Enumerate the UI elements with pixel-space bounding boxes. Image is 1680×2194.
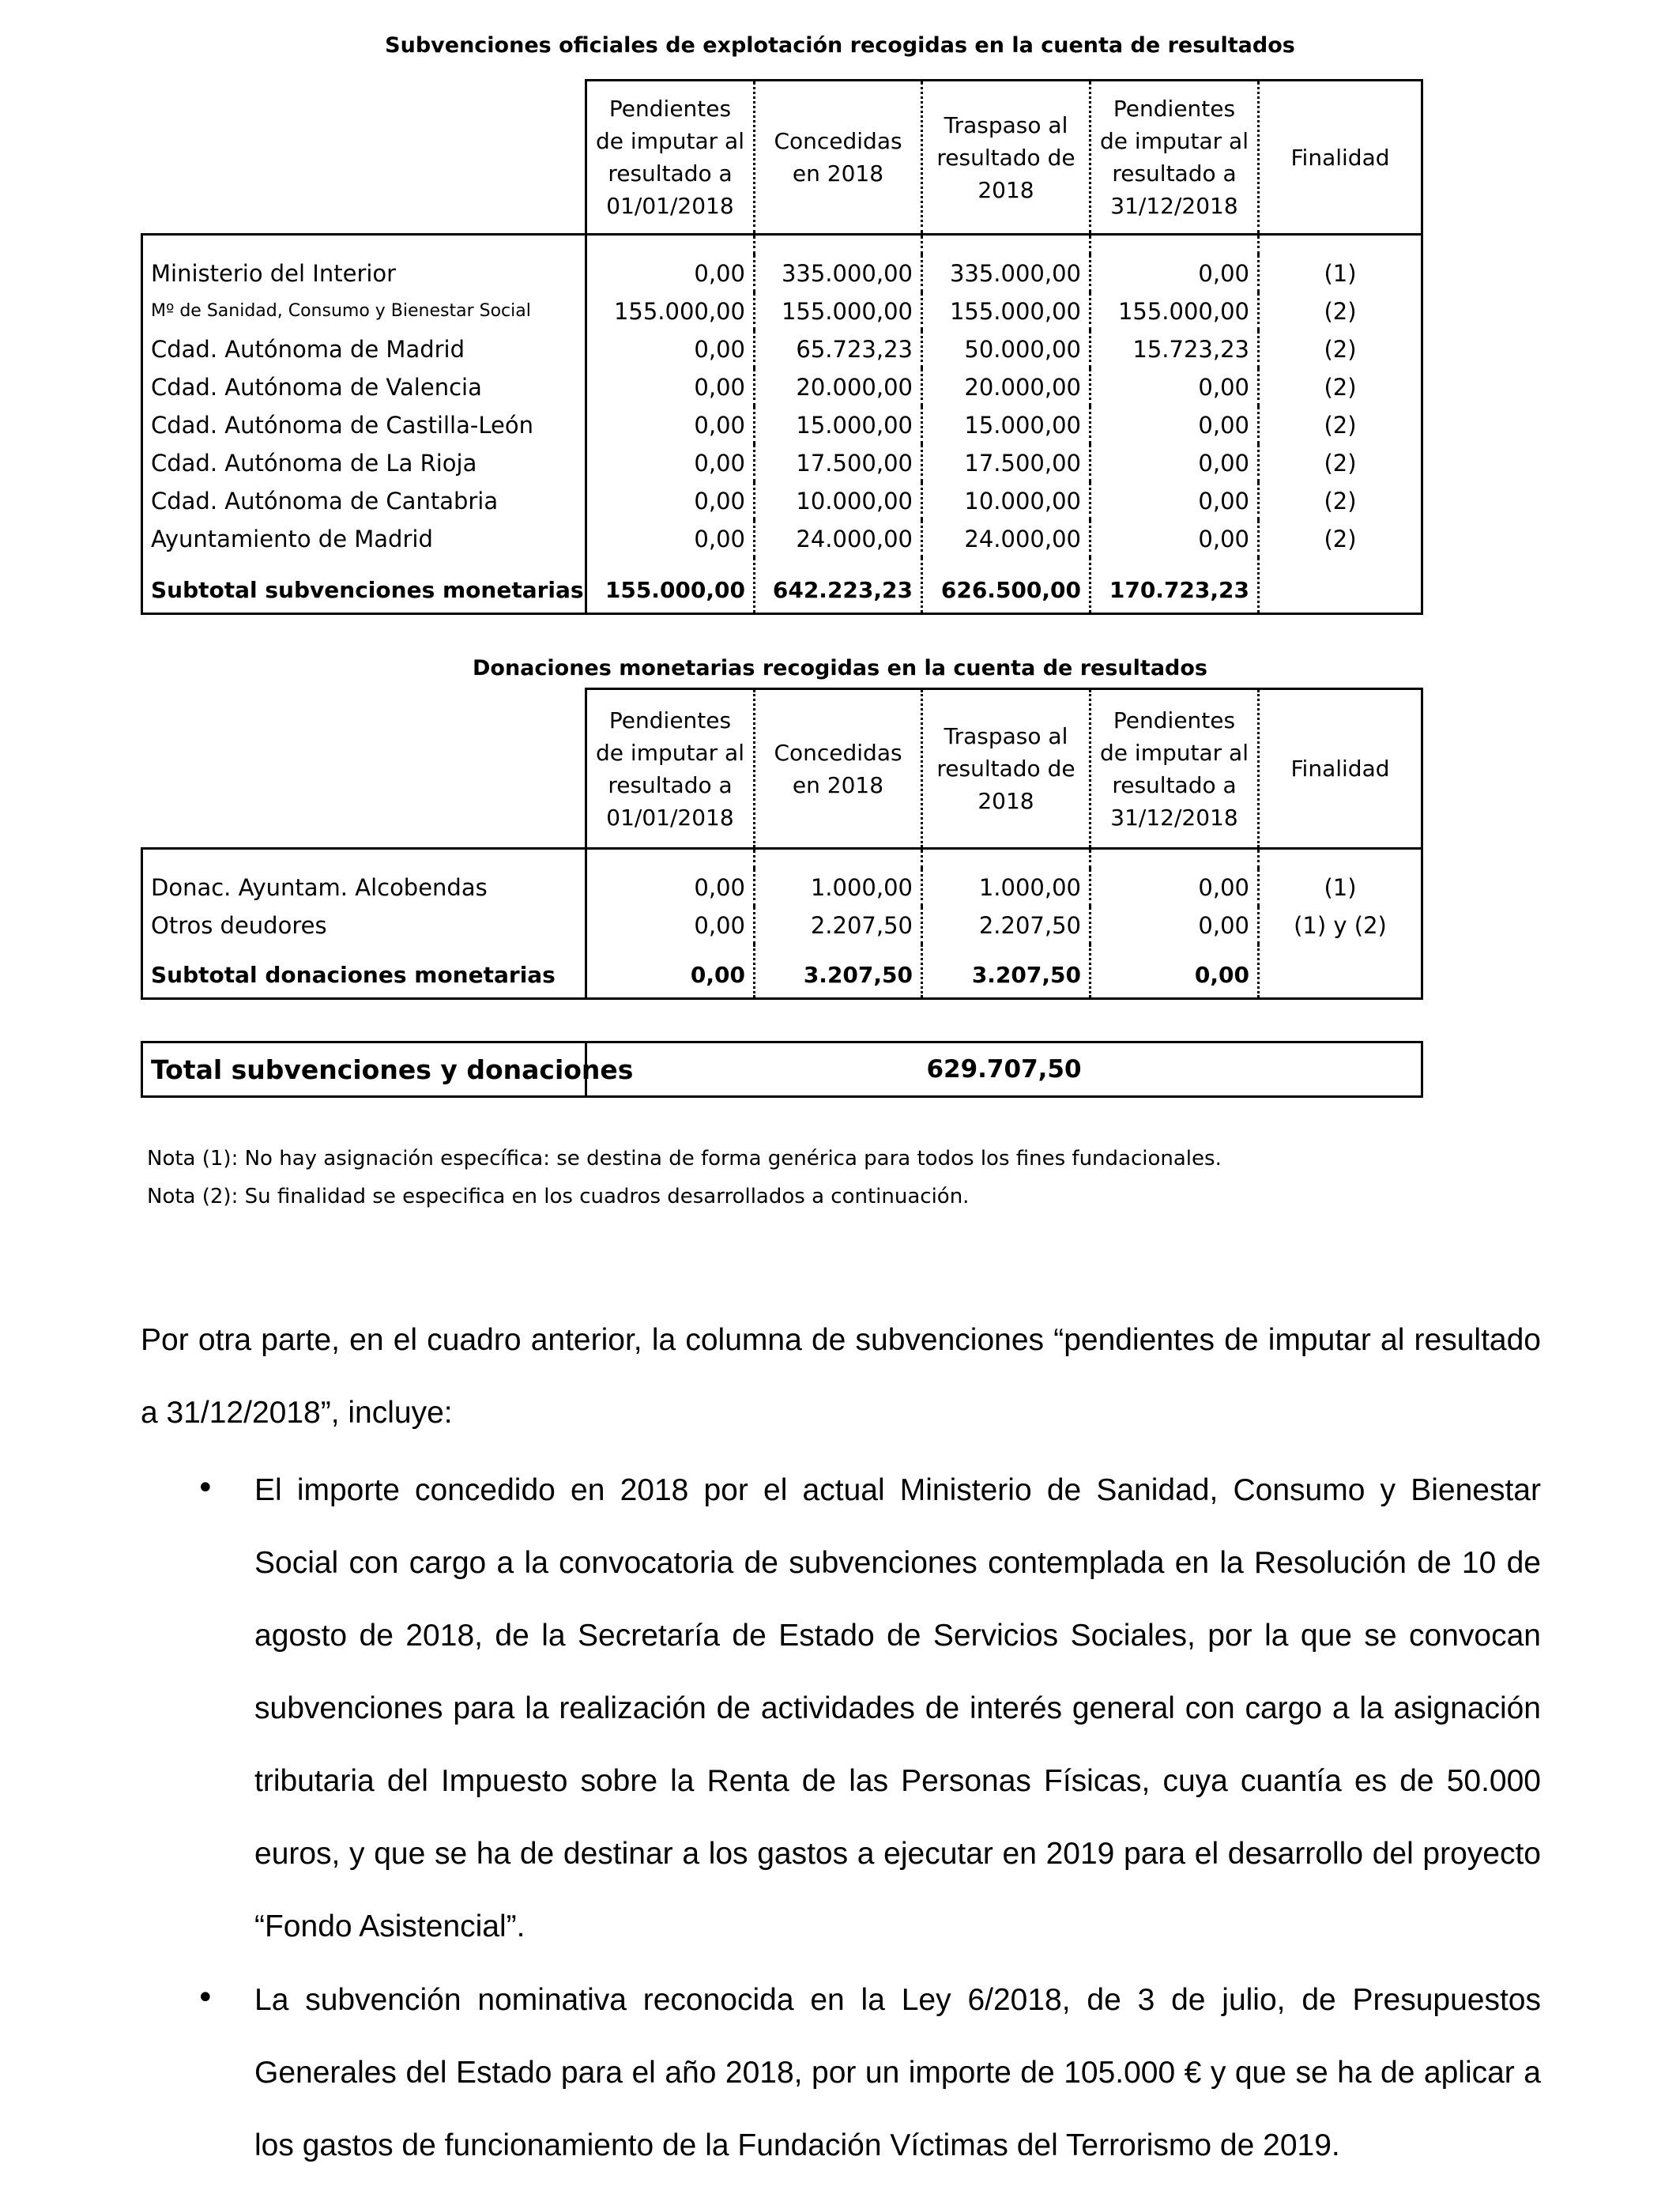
table-row: [142, 444, 1422, 482]
table-row: [142, 368, 1422, 406]
table-row: [142, 330, 1422, 368]
row-purpose: (1): [1259, 254, 1422, 292]
row-purpose: (1) y (2): [1259, 907, 1422, 944]
table-row: [142, 406, 1422, 444]
row-amount: 0,00: [586, 907, 755, 944]
table2-header-purpose: [1259, 689, 1422, 849]
subtotal-amount: 626.500,00: [922, 558, 1090, 614]
row-purpose: (1): [1259, 869, 1422, 907]
row-purpose: (2): [1259, 482, 1422, 520]
subtotal-amount: [1259, 558, 1422, 614]
subsidies-table: [141, 79, 1423, 615]
hdr-line: 2018: [977, 176, 1034, 203]
row-purpose: (2): [1259, 444, 1422, 482]
hdr-line: 2018: [977, 788, 1034, 814]
table1-header-transfer: [922, 81, 1090, 235]
row-amount: 0,00: [1090, 406, 1259, 444]
row-amount: 1.000,00: [922, 869, 1090, 907]
table-row: [142, 520, 1422, 558]
row-amount: 65.723,23: [755, 330, 922, 368]
hdr-line: resultado de: [936, 144, 1075, 171]
row-amount: 20.000,00: [922, 368, 1090, 406]
table2-body: [142, 849, 1422, 999]
row-amount: 155.000,00: [586, 292, 755, 330]
table1-header-blank: [142, 81, 586, 235]
hdr-line: de imputar al: [1100, 739, 1249, 766]
subtotal-amount: 642.223,23: [755, 558, 922, 614]
row-purpose: (2): [1259, 406, 1422, 444]
row-amount: 0,00: [586, 368, 755, 406]
hdr-line: Pendientes: [608, 707, 732, 733]
spacer-cell: [755, 849, 922, 869]
row-amount: 0,00: [1090, 254, 1259, 292]
row-purpose: (2): [1259, 330, 1422, 368]
row-amount: 0,00: [586, 254, 755, 292]
row-amount: 0,00: [1090, 869, 1259, 907]
table1-header-pending-end: [1090, 81, 1259, 235]
hdr-line: Concedidas: [774, 128, 902, 154]
row-amount: 24.000,00: [922, 520, 1090, 558]
row-label: Cdad. Autónoma de La Rioja: [142, 444, 586, 482]
hdr-line: Pendientes: [608, 96, 732, 122]
table2-title: Donaciones monetarias recogidas en la cuenta de resultados: [473, 656, 1207, 680]
table-row: [142, 869, 1422, 907]
note-1: Nota (1): No hay asignación específica: se destina de forma genérica para todos los fines fundacionales.: [147, 1147, 1222, 1171]
table-row: [142, 254, 1422, 292]
spacer-cell: [586, 849, 755, 869]
spacer-cell: [586, 235, 755, 254]
row-amount: 0,00: [586, 482, 755, 520]
donations-table: [141, 688, 1423, 1000]
intro-paragraph: Por otra parte, en el cuadro anterior, la columna de subvenciones “pendientes de imputar al resultado a 31/12/2018”, incluye:: [141, 1323, 1541, 1430]
row-amount: 15.000,00: [755, 406, 922, 444]
bullet-paragraph-1: El importe concedido en 2018 por el actual Ministerio de Sanidad, Consumo y Bienestar Social con cargo a la convocatoria de subvenciones contemplada en la Resolución de 10 de agosto de 2018, de la Secretaría de Estado de Servicios Sociales, por la que se convocan subvenciones para la realización de actividades de interés general con cargo a la asignación tributaria del Impuesto sobre la Renta de las Personas Físicas, cuya cuantía es de 50.000 euros, y que se ha de destinar a los gastos a ejecutar en 2019 para el desarrollo del proyecto “Fondo Asistencial”.: [254, 1473, 1541, 1943]
hdr-line: resultado a: [1112, 160, 1237, 187]
hdr-line: 01/01/2018: [606, 193, 734, 219]
row-amount: 10.000,00: [755, 482, 922, 520]
table1-header-purpose: [1259, 81, 1422, 235]
subtotal-amount: 3.207,50: [922, 944, 1090, 999]
note-2: Nota (2): Su finalidad se especifica en los cuadros desarrollados a continuación.: [147, 1185, 970, 1208]
row-amount: 2.207,50: [755, 907, 922, 944]
bullet-paragraph-2: La subvención nominativa reconocida en la Ley 6/2018, de 3 de julio, de Presupuestos Generales del Estado para el año 2018, por un importe de 105.000 € y que se ha de aplicar a los gastos de funcionamiento de la Fundación Víctimas del Terrorismo de 2019.: [254, 1983, 1541, 2162]
table1-header-row: [142, 81, 1422, 235]
subtotal-amount: 0,00: [1090, 944, 1259, 999]
row-amount: 20.000,00: [755, 368, 922, 406]
row-amount: 0,00: [1090, 444, 1259, 482]
row-amount: 155.000,00: [1090, 292, 1259, 330]
subtotal-label: Subtotal donaciones monetarias: [142, 944, 586, 999]
hdr-line: resultado a: [1112, 771, 1237, 798]
row-amount: 50.000,00: [922, 330, 1090, 368]
table1-body: [142, 235, 1422, 614]
hdr-line: Finalidad: [1290, 756, 1390, 782]
spacer-cell: [922, 235, 1090, 254]
subtotal-amount: 3.207,50: [755, 944, 922, 999]
table2-header-pending-start: [586, 689, 755, 849]
subtotal-amount: 0,00: [586, 944, 755, 999]
row-label: Ayuntamiento de Madrid: [142, 520, 586, 558]
row-amount: 0,00: [1090, 907, 1259, 944]
hdr-line: Pendientes: [1113, 707, 1236, 733]
row-amount: 10.000,00: [922, 482, 1090, 520]
hdr-line: Traspaso al: [944, 723, 1068, 749]
table-row: [142, 907, 1422, 944]
bullet-dot-icon: •: [196, 1980, 215, 2016]
bullet-dot-icon: •: [196, 1470, 215, 1506]
spacer-cell: [142, 849, 586, 869]
row-amount: 155.000,00: [755, 292, 922, 330]
row-amount: 0,00: [586, 444, 755, 482]
row-amount: 335.000,00: [755, 254, 922, 292]
spacer-row: [142, 849, 1422, 869]
hdr-line: de imputar al: [1100, 128, 1249, 154]
hdr-line: Traspaso al: [944, 111, 1068, 138]
subtotal-label: Subtotal subvenciones monetarias: [142, 558, 586, 614]
row-amount: 17.500,00: [755, 444, 922, 482]
hdr-line: 31/12/2018: [1110, 193, 1238, 219]
row-amount: 17.500,00: [922, 444, 1090, 482]
row-amount: 155.000,00: [922, 292, 1090, 330]
total-value: 629.707,50: [586, 1042, 1422, 1097]
row-amount: 0,00: [1090, 368, 1259, 406]
row-label: Cdad. Autónoma de Madrid: [142, 330, 586, 368]
hdr-line: en 2018: [792, 771, 884, 798]
row-amount: 0,00: [586, 330, 755, 368]
hdr-line: resultado de: [936, 756, 1075, 782]
row-purpose: (2): [1259, 292, 1422, 330]
table2-header-pending-end: [1090, 689, 1259, 849]
row-label: Cdad. Autónoma de Castilla-León: [142, 406, 586, 444]
table2-header-blank: [142, 689, 586, 849]
spacer-cell: [1090, 235, 1259, 254]
hdr-line: 01/01/2018: [606, 804, 734, 831]
total-table: [141, 1041, 1423, 1098]
row-label: Mº de Sanidad, Consumo y Bienestar Social: [142, 292, 586, 330]
row-amount: 0,00: [1090, 482, 1259, 520]
row-amount: 0,00: [586, 520, 755, 558]
hdr-line: Finalidad: [1290, 144, 1390, 171]
row-label: Cdad. Autónoma de Valencia: [142, 368, 586, 406]
row-amount: 0,00: [586, 869, 755, 907]
spacer-cell: [142, 235, 586, 254]
subtotal-amount: 170.723,23: [1090, 558, 1259, 614]
table2-header-transfer: [922, 689, 1090, 849]
hdr-line: Pendientes: [1113, 96, 1236, 122]
row-label: Cdad. Autónoma de Cantabria: [142, 482, 586, 520]
total-label: Total subvenciones y donaciones: [142, 1042, 586, 1097]
subtotal-amount: 155.000,00: [586, 558, 755, 614]
hdr-line: Concedidas: [774, 739, 902, 766]
hdr-line: en 2018: [792, 160, 884, 187]
row-amount: 335.000,00: [922, 254, 1090, 292]
row-amount: 24.000,00: [755, 520, 922, 558]
table1-title: Subvenciones oficiales de explotación recogidas en la cuenta de resultados: [385, 33, 1295, 58]
spacer-cell: [1259, 235, 1422, 254]
row-amount: 15.000,00: [922, 406, 1090, 444]
table1-header-pending-start: [586, 81, 755, 235]
table-row: [142, 482, 1422, 520]
spacer-row: [142, 235, 1422, 254]
spacer-cell: [922, 849, 1090, 869]
row-purpose: (2): [1259, 368, 1422, 406]
table-row: [142, 292, 1422, 330]
row-amount: 2.207,50: [922, 907, 1090, 944]
subtotal-row: [142, 558, 1422, 614]
hdr-line: de imputar al: [596, 128, 744, 154]
row-amount: 15.723,23: [1090, 330, 1259, 368]
row-amount: 0,00: [586, 406, 755, 444]
table1-header-granted: [755, 81, 922, 235]
hdr-line: de imputar al: [596, 739, 744, 766]
row-purpose: (2): [1259, 520, 1422, 558]
hdr-line: resultado a: [608, 771, 733, 798]
row-label: Otros deudores: [142, 907, 586, 944]
hdr-line: 31/12/2018: [1110, 804, 1238, 831]
hdr-line: resultado a: [608, 160, 733, 187]
table2-header-row: [142, 689, 1422, 849]
notes: [147, 1140, 1222, 1216]
row-amount: 1.000,00: [755, 869, 922, 907]
row-amount: 0,00: [1090, 520, 1259, 558]
row-label: Donac. Ayuntam. Alcobendas: [142, 869, 586, 907]
spacer-cell: [1259, 849, 1422, 869]
subtotal-row: [142, 944, 1422, 999]
spacer-cell: [1090, 849, 1259, 869]
subtotal-amount: [1259, 944, 1422, 999]
row-label: Ministerio del Interior: [142, 254, 586, 292]
spacer-cell: [755, 235, 922, 254]
table2-header-granted: [755, 689, 922, 849]
